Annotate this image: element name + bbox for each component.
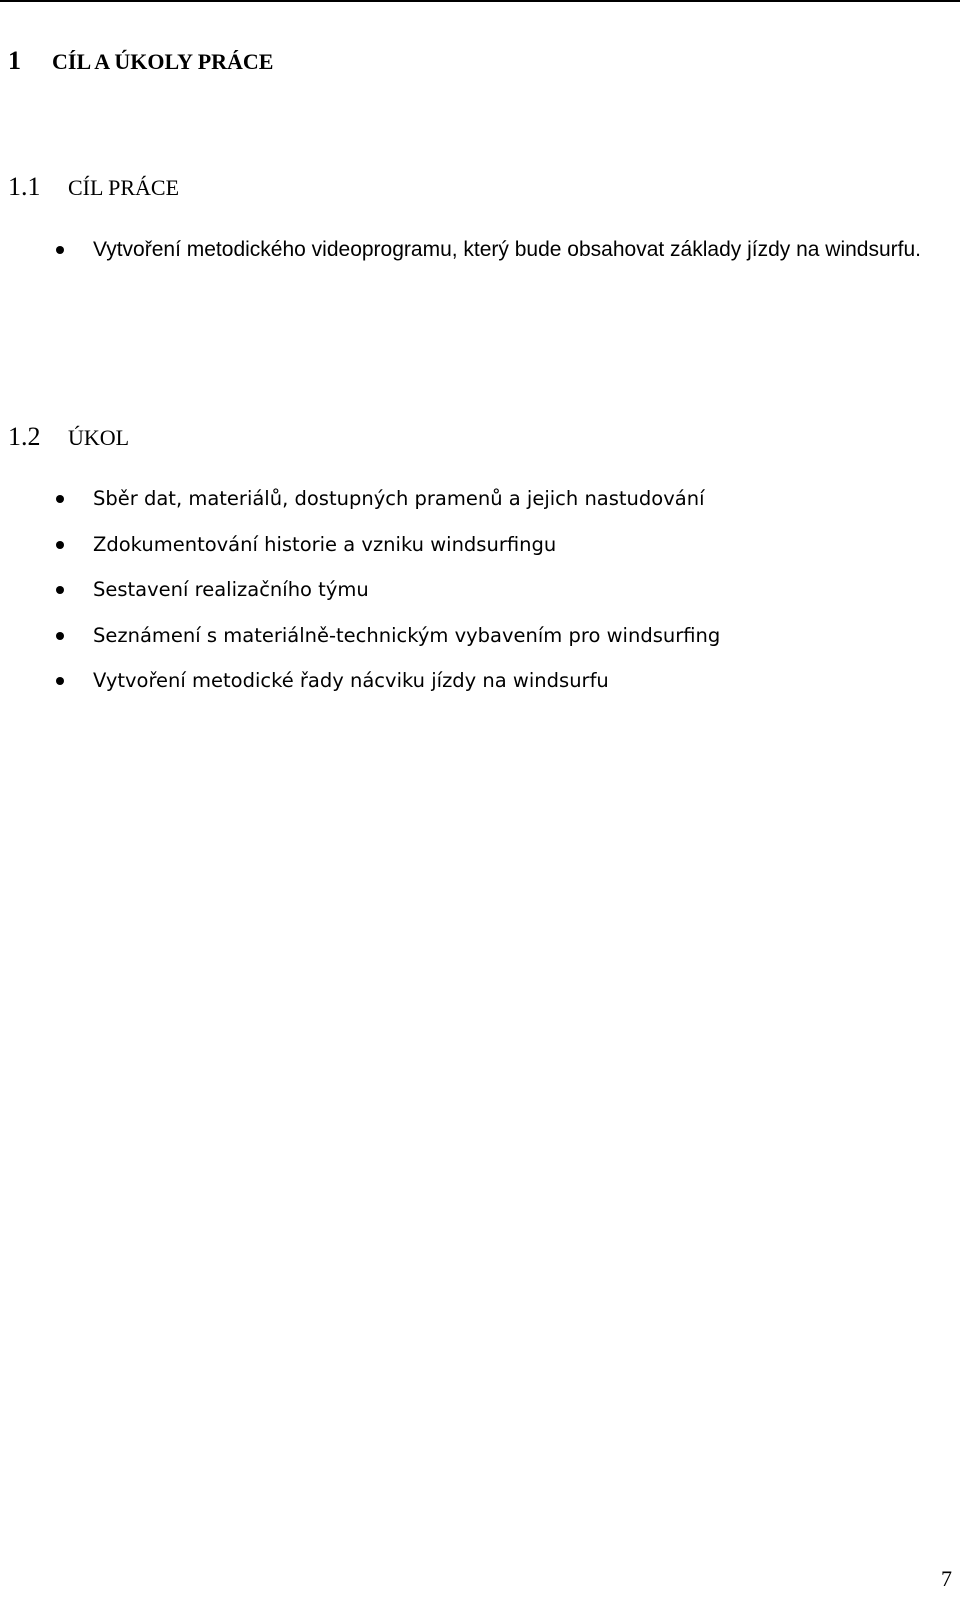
section-heading-goal: [8, 172, 179, 202]
list-item-text: Sběr dat, materiálů, dostupných pramenů a jejich nastudování: [93, 487, 705, 510]
list-item: [0, 482, 720, 528]
section-heading-tasks: [8, 422, 129, 452]
section-number: 1.2: [8, 422, 41, 451]
list-item: [0, 619, 720, 665]
list-item: [0, 528, 720, 574]
goal-list: [0, 233, 955, 266]
list-item-text: Sestavení realizačního týmu: [93, 578, 369, 601]
chapter-heading: [8, 46, 273, 76]
chapter-number: 1: [8, 46, 21, 75]
bullet-icon: [56, 246, 64, 254]
bullet-icon: [56, 677, 64, 685]
top-rule: [0, 0, 960, 2]
list-item-text: Vytvoření metodického videoprogramu, který bude obsahovat základy jízdy na windsurfu.: [93, 238, 922, 261]
bullet-icon: [56, 632, 64, 640]
bullet-icon: [56, 495, 64, 503]
list-item-text: Seznámení s materiálně-technickým vybavením pro windsurfing: [93, 623, 721, 647]
list-item: [0, 573, 720, 619]
list-item: [0, 664, 720, 710]
list-item: [0, 233, 955, 266]
section-title: ÚKOL: [68, 425, 130, 450]
page-number: 7: [941, 1566, 952, 1591]
bullet-icon: [56, 541, 64, 549]
task-list: [0, 482, 720, 710]
chapter-title: CÍL A ÚKOLY PRÁCE: [52, 49, 274, 74]
list-item-text: Zdokumentování historie a vzniku windsurfingu: [93, 532, 557, 556]
bullet-icon: [56, 586, 64, 594]
section-title: CÍL PRÁCE: [68, 175, 180, 200]
section-number: 1.1: [8, 172, 41, 201]
list-item-text: Vytvoření metodické řady nácviku jízdy na windsurfu: [93, 669, 609, 692]
